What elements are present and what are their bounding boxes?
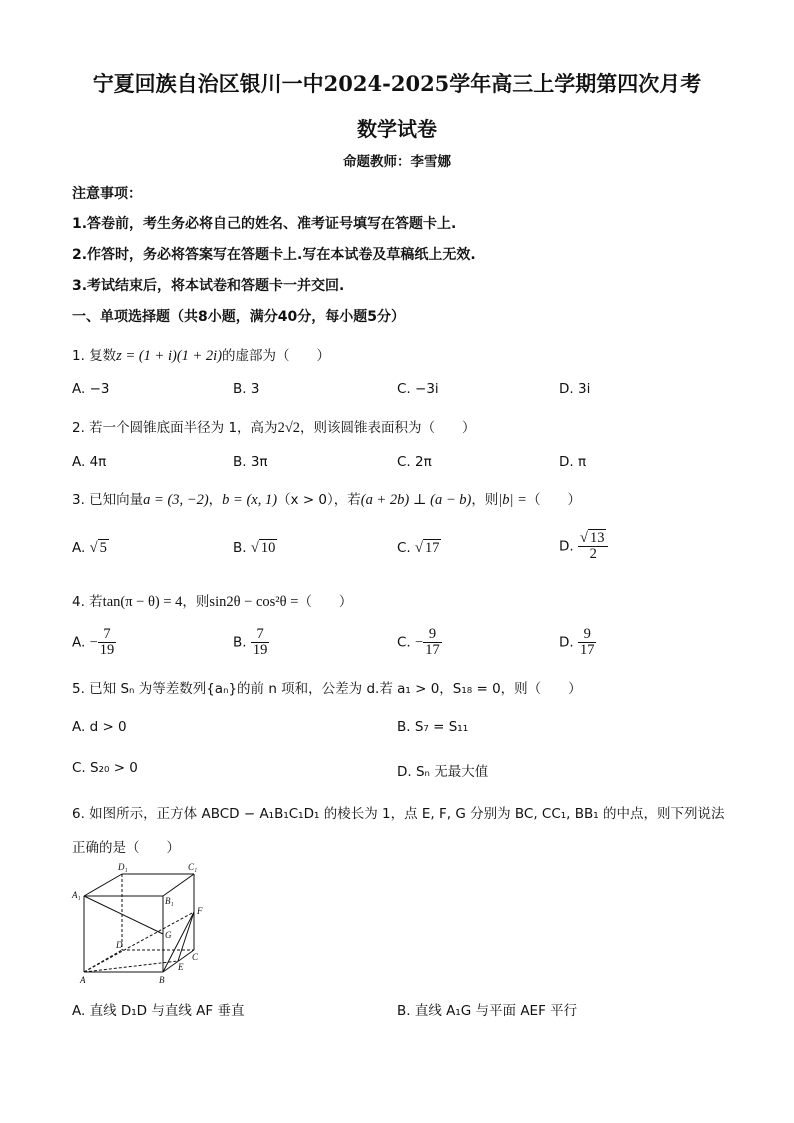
q1-option-c: C. −3i	[397, 381, 439, 397]
q2-pre: 2. 若一个圆锥底面半径为 1，高为	[72, 420, 278, 436]
q3-text-c: ，则	[471, 492, 499, 508]
question-1	[72, 344, 330, 365]
q4-option-a: A. − $\frac{7}{19}$	[72, 626, 115, 659]
q5-option-b: B. S₇ = S₁₁	[397, 719, 469, 735]
question-2	[72, 416, 476, 437]
label-a: A	[80, 975, 86, 985]
label-d1: D₁	[118, 862, 128, 872]
q3-text-d: （ ）	[526, 492, 581, 508]
q1-math: z = (1 + i)(1 + 2i)	[116, 348, 223, 364]
q5-option-a: A. d > 0	[72, 719, 127, 735]
label-a1: A₁	[72, 890, 81, 900]
note-item-1: 1.答卷前，考生务必将自己的姓名、准考证号填写在答题卡上.	[72, 216, 457, 232]
q4-option-b: B. $\frac{7}{19}$	[233, 626, 268, 659]
label-b1: B₁	[165, 896, 174, 906]
note-item-3: 3.考试结束后，将本试卷和答题卡一并交回.	[72, 278, 345, 294]
notes-heading: 注意事项：	[72, 186, 142, 202]
q4-condition: tan(π − θ) = 4	[102, 594, 183, 610]
q2-option-d: D. π	[559, 454, 587, 470]
label-c1: C₁	[188, 862, 198, 872]
q2-post: ，则该圆锥表面积为（ ）	[300, 420, 476, 436]
q3-option-c: C. √ 17	[397, 540, 440, 556]
question-4	[72, 590, 352, 611]
q3-text-a: 3. 已知向量	[72, 492, 144, 508]
question-6-line-1: 6. 如图所示，正方体 ABCD − A₁B₁C₁D₁ 的棱长为 1，点 E, F, G 分别为 BC, CC₁, BB₁ 的中点，则下列说法	[72, 806, 725, 822]
q3-option-b: B. √ 10	[233, 540, 276, 556]
q3-vector-b: b = (x, 1)	[222, 492, 278, 508]
q4-mid: ，则	[182, 594, 210, 610]
q3-perp: (a + 2b) ⊥ (a − b)	[360, 492, 472, 508]
q4-option-c: C. − $\frac{9}{17}$	[397, 626, 440, 659]
q1-pre: 1. 复数	[72, 348, 117, 364]
q1-option-b: B. 3	[233, 381, 260, 397]
cube-figure	[70, 860, 220, 990]
q3-abs: |b| =	[498, 492, 527, 508]
question-5: 5. 已知 Sₙ 为等差数列{aₙ}的前 n 项和，公差为 d.若 a₁ > 0，S₁₈ = 0，则（ ）	[72, 681, 582, 697]
segment-a1-g	[84, 896, 163, 934]
q3-vector-a: a = (3, −2)	[143, 492, 209, 508]
q4-expression: sin2θ − cos²θ =	[209, 594, 299, 610]
q6-option-a: A. 直线 D₁D 与直线 AF 垂直	[72, 1003, 245, 1019]
edge-c1-b1	[163, 874, 194, 896]
label-c: C	[192, 952, 199, 962]
q4-pre: 4. 若	[72, 594, 103, 610]
q1-option-a: A. −3	[72, 381, 110, 397]
q3-condition: （x > 0）	[277, 492, 334, 508]
q4-option-d: D. $\frac{9}{17}$	[559, 626, 595, 659]
edge-a1-d1	[84, 874, 122, 896]
question-3: 3. 已知向量a = (3, −2)，b = (x, 1)（x > 0），若(a + 2b) ⊥ (a − b)，则|b| =（ ）	[72, 492, 581, 508]
label-e: E	[178, 962, 184, 972]
q2-math: 2√2	[277, 420, 301, 436]
q2-option-b: B. 3π	[233, 454, 268, 470]
q1-post: 的虚部为（ ）	[222, 348, 331, 364]
question-6-line-2: 正确的是（ ）	[72, 840, 180, 856]
q3-option-a: A. √ 5	[72, 540, 107, 556]
q1-option-d: D. 3i	[559, 381, 591, 397]
q5-option-c: C. S₂₀ > 0	[72, 760, 138, 776]
label-g: G	[165, 930, 172, 940]
label-b: B	[159, 975, 165, 985]
q5-option-d: D. Sₙ 无最大值	[397, 764, 489, 780]
exam-title: 宁夏回族自治区银川一中2024-2025学年高三上学期第四次月考	[92, 71, 702, 96]
exam-author: 命题教师：李雪娜	[343, 154, 451, 170]
note-item-2: 2.作答时，务必将答案写在答题卡上.写在本试卷及草稿纸上无效.	[72, 247, 476, 263]
q2-option-a: A. 4π	[72, 454, 107, 470]
q2-option-c: C. 2π	[397, 454, 432, 470]
q3-option-d: D. $\frac{√ 13}{2}$	[559, 531, 608, 562]
q4-post: （ ）	[298, 594, 353, 610]
label-d: D	[116, 940, 123, 950]
exam-subject: 数学试卷	[357, 117, 437, 141]
q3-text-b: ，若	[333, 492, 361, 508]
section-heading: 一、单项选择题（共8小题，满分40分，每小题5分）	[72, 309, 405, 325]
q6-option-b: B. 直线 A₁G 与平面 AEF 平行	[397, 1003, 578, 1019]
label-f: F	[197, 906, 203, 916]
